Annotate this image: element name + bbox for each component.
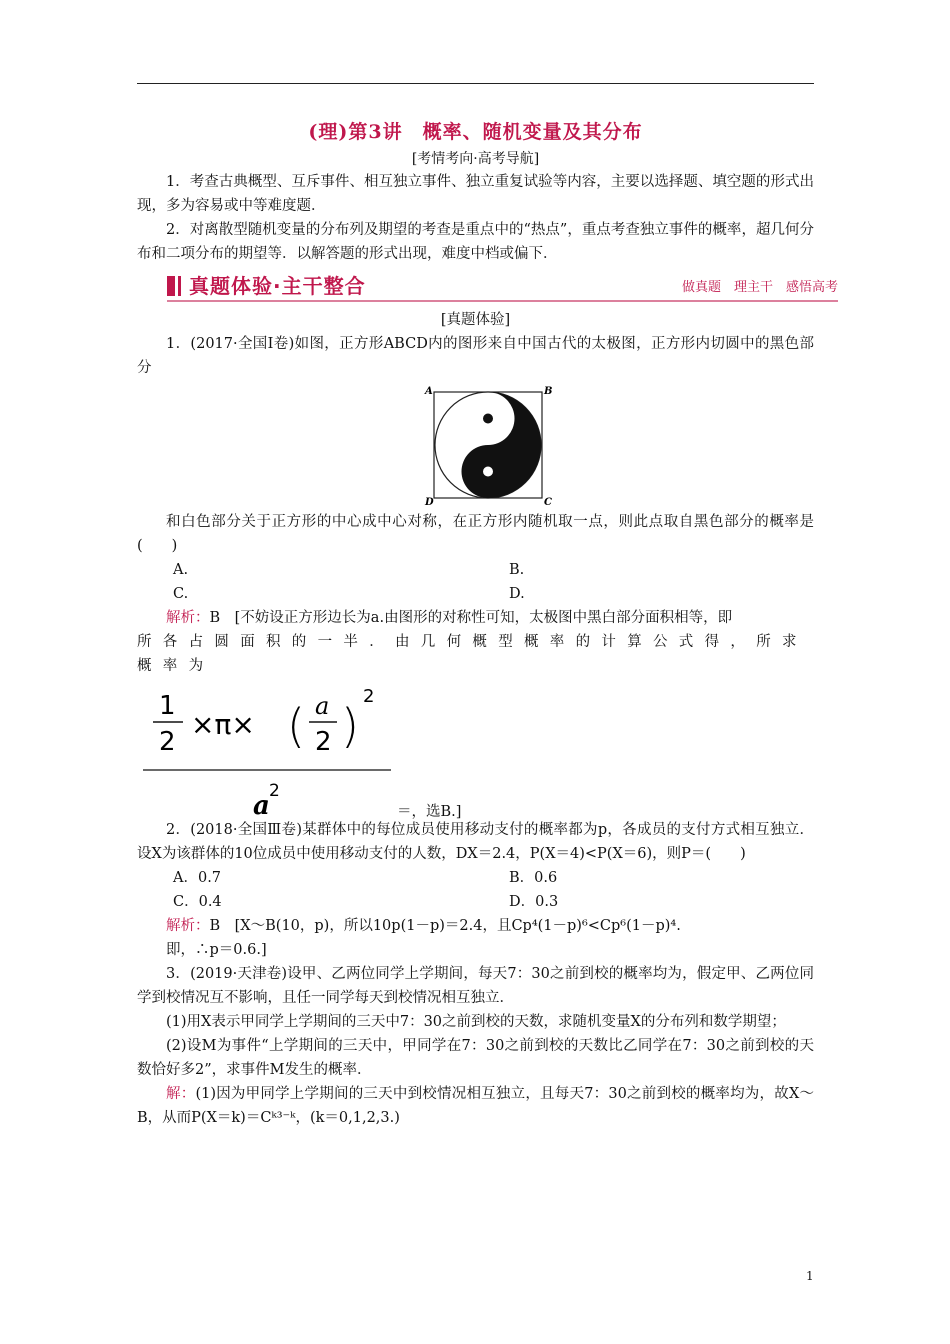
q2-option-a: A．0.7: [173, 870, 222, 886]
label-d: D: [425, 497, 434, 506]
q1-option-a: A.: [173, 562, 189, 578]
formula-graphic: [137, 682, 397, 818]
white-dot: [483, 467, 493, 477]
q3-answer: [137, 1082, 814, 1130]
q1-answer-text: B [不妨设正方形边长为a.由图形的对称性可知，太极图中黑白部分面积相等，即: [209, 610, 733, 626]
formula-numerator-one: 1: [159, 691, 176, 721]
banner-underline: [167, 300, 838, 302]
q2-option-c: C．0.4: [173, 894, 222, 910]
intro-paragraph-1: 1．考查古典概型、互斥事件、相互独立事件、独立重复试验等内容，主要以选择题、填空题的形式出现，多为容易或中等难度题．: [137, 174, 814, 214]
q3-part-2: (2)设M为事件“上学期间的三天中，甲同学在7：30之前到校的天数比乙同学在7：30之前到校的天数恰好多2”，求事件M发生的概率．: [137, 1038, 814, 1078]
label-a: A: [425, 386, 433, 397]
section-banner: [137, 272, 838, 302]
section-label: [真题体验]: [440, 312, 511, 328]
formula-times-pi: ×π×: [191, 708, 255, 741]
q3-part-1: (1)用X表示甲同学上学期间的三天中7：30之前到校的天数，求随机变量X的分布列和数学期望；: [166, 1014, 786, 1030]
q3-answer-label: 解：: [166, 1086, 196, 1102]
formula-right-paren: ): [341, 699, 359, 753]
q2-answer: [137, 914, 814, 938]
intro-paragraph-2: 2．对离散型随机变量的分布列及期望的考查是重点中的“热点”，重点考查独立事件的概率，超几何分布和二项分布的期望等．以解答题的形式出现，难度中档或偏下．: [137, 222, 814, 262]
q1-option-c: C.: [173, 586, 189, 602]
q1-answer: [137, 606, 814, 630]
formula-den-a: a: [253, 791, 270, 818]
q1-options-row-1: [137, 558, 814, 582]
page-title: (理)第3讲 概率、随机变量及其分布: [308, 121, 643, 143]
taiji-square-diagram: [423, 384, 553, 506]
formula-denominator-two: 2: [159, 727, 176, 757]
q2-option-b: B．0.6: [509, 870, 558, 886]
q2-answer-label: 解析：: [166, 918, 210, 934]
banner-accent-bar-thin: [178, 276, 181, 296]
q1-answer-line-2: 所各占圆面积的一半．由几何概型概率的计算公式得，所求概率为: [137, 634, 808, 674]
q1-answer-label: 解析：: [166, 610, 210, 626]
formula-inner-two: 2: [315, 727, 332, 757]
q2-answer-text: B [X～B(10，p)，所以10p(1－p)＝2.4，且Cp⁴(1－p)⁶<Cp⁶(1－p)⁴.: [209, 918, 681, 934]
q1-option-d: D.: [509, 586, 525, 602]
q1-options-row-2: [137, 582, 814, 606]
q2-option-d: D．0.3: [509, 894, 559, 910]
black-dot: [483, 414, 493, 424]
label-b: B: [544, 386, 553, 397]
formula-left-paren: (: [287, 699, 305, 753]
q1-formula: [137, 682, 814, 818]
q1-option-b: B.: [509, 562, 525, 578]
q1-stem: 1．(2017·全国Ⅰ卷)如图，正方形ABCD内的图形来自中国古代的太极图，正方形内切圆中的黑色部分: [137, 336, 814, 376]
q2-answer-line-2: 即，∴p＝0.6.]: [166, 942, 267, 958]
taiji-figure: [137, 384, 814, 506]
formula-exponent: 2: [363, 686, 375, 707]
label-c: C: [544, 497, 552, 506]
formula-inner-a: a: [315, 692, 330, 720]
q2-options-row-2: [137, 890, 814, 914]
page-number: 1: [806, 1269, 814, 1283]
banner-title: 真题体验·主干整合: [189, 274, 366, 298]
q1-answer-tail: ＝，选B.]: [397, 804, 462, 820]
q2-options-row-1: [137, 866, 814, 890]
banner-accent-bar: [167, 276, 175, 296]
document-page: [137, 118, 838, 1130]
q3-stem: 3．(2019·天津卷)设甲、乙两位同学上学期间，每天7：30之前到校的概率均为，假定甲、乙两位同学到校情况互不影响，且任一同学每天到校情况相互独立．: [137, 966, 814, 1006]
banner-tagline: 做真题 理主干 感悟高考: [681, 280, 838, 295]
page-subtitle: [考情考向·高考导航]: [411, 151, 540, 167]
q2-stem: 2．(2018·全国Ⅲ卷)某群体中的每位成员使用移动支付的概率都为p，各成员的支付方式相互独立．设X为该群体的10位成员中使用移动支付的人数，DX＝2.4，P(X＝4)<P(X＝6)，则P＝( ): [137, 822, 814, 862]
formula-den-exponent: 2: [269, 781, 280, 801]
top-rule: [137, 83, 814, 84]
q1-stem-continued: 和白色部分关于正方形的中心成中心对称，在正方形内随机取一点，则此点取自黑色部分的概率是( ): [137, 514, 814, 554]
q3-answer-text: (1)因为甲同学上学期间的三天中到校情况相互独立，且每天7：30之前到校的概率均为，故X～B，从而P(X＝k)＝Cᵏ³⁻ᵏ，(k＝0,1,2,3.): [137, 1086, 815, 1126]
